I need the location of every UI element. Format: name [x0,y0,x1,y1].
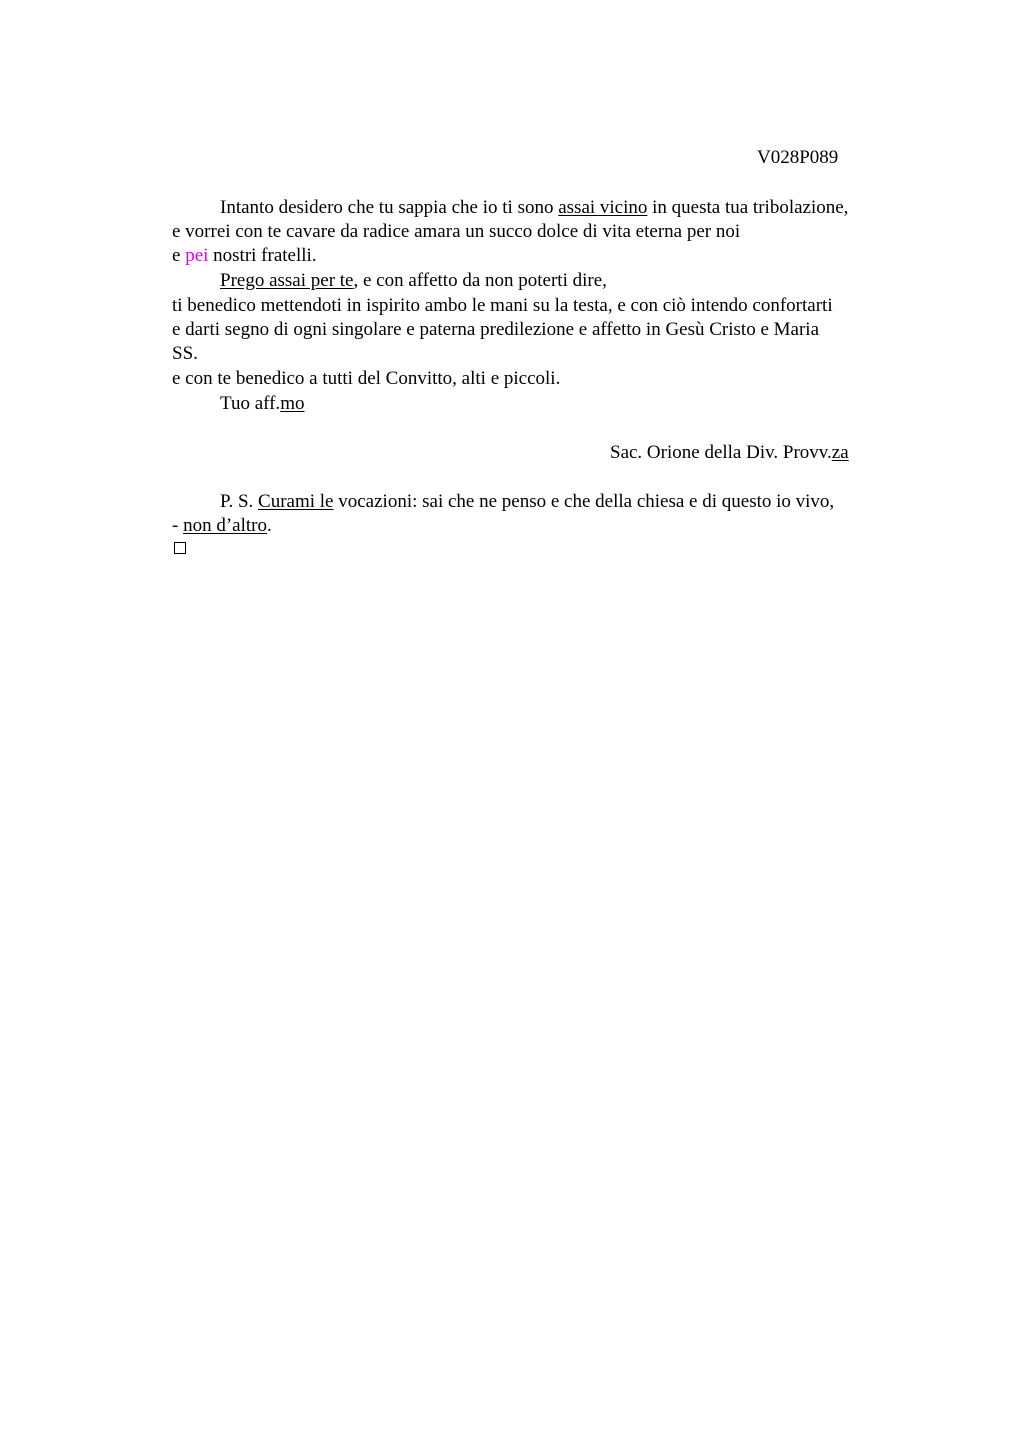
body-line-6: e darti segno di ogni singolare e paterna predilezione e affetto in Gesù Cristo e Maria [172,319,820,340]
postscript-line-2 [172,514,272,538]
underlined-text: Curami le [258,491,334,512]
postscript-line-1 [220,490,834,514]
body-text: , e con affetto da non poterti dire, [353,270,607,291]
body-line-7: SS. [172,343,198,364]
body-line-5: ti benedico mettendoti in ispirito ambo le mani su la testa, e con ciò intendo confortarti [172,295,833,316]
underlined-text: assai vicino [558,197,648,218]
body-text: nostri fratelli. [208,245,317,266]
postscript-lead: P. S. [220,491,259,512]
document-id: V028P089 [757,147,839,168]
highlighted-word: pei [185,245,209,266]
body-text: Tuo aff. [220,393,281,414]
signature-text: Sac. Orione della Div. Provv. [610,442,832,463]
body-line-3 [172,244,317,268]
underlined-text: Prego assai per te [220,270,354,291]
body-text: e [172,245,186,266]
checkbox-outline-icon [174,542,186,554]
body-line-2: e vorrei con te cavare da radice amara un succo dolce di vita eterna per noi [172,221,741,242]
body-line-8: e con te benedico a tutti del Convitto, alti e piccoli. [172,368,561,389]
body-text: vocazioni: sai che ne penso e che della chiesa e di questo io vivo, [333,491,835,512]
signature-abbrev: za [831,442,849,463]
body-line-4 [220,269,607,293]
body-line-1 [220,196,848,220]
body-text: . [266,515,272,536]
underlined-text: non d’altro [183,515,267,536]
body-text: in questa tua tribolazione, [647,197,849,218]
underlined-text: mo [280,393,305,414]
body-text: - [172,515,184,536]
closing-line [220,392,304,416]
body-text: Intanto desidero che tu sappia che io ti sono [220,197,559,218]
signature [610,441,849,465]
